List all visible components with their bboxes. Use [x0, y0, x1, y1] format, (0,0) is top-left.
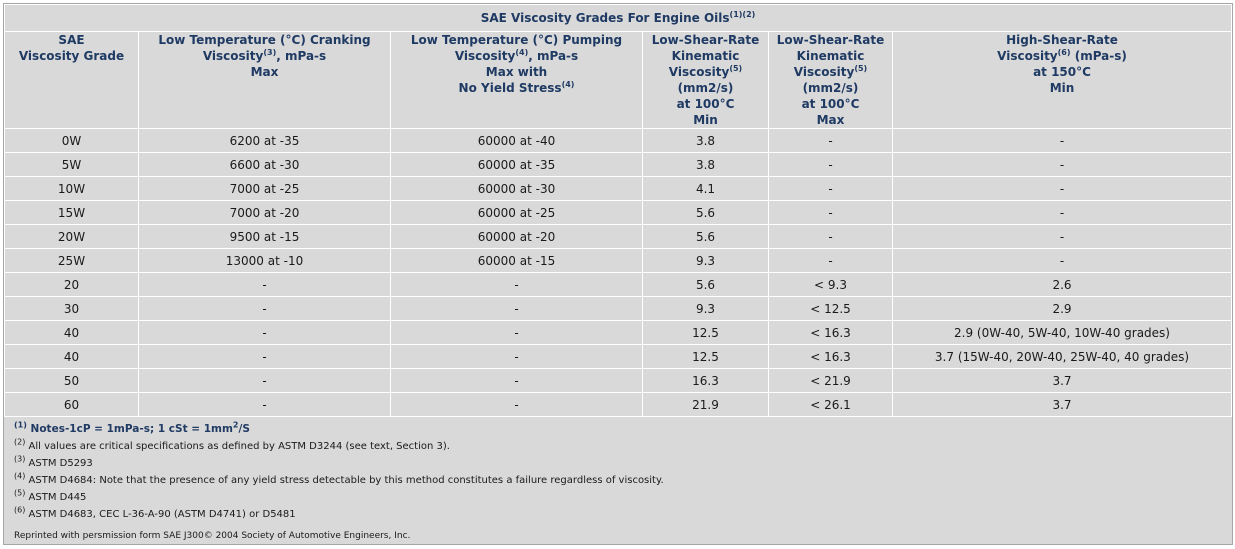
cell-grade: 40 — [5, 345, 139, 369]
cell-pumping: 60000 at -25 — [391, 201, 643, 225]
cell-cranking: - — [139, 369, 391, 393]
table-row — [5, 273, 1232, 297]
footnote-5: $^{(5)}$ ASTM D445 — [14, 488, 87, 503]
table-row — [5, 129, 1232, 153]
header-sae-grade: SAE Viscosity Grade — [5, 32, 139, 129]
table-title: SAE Viscosity Grades For Engine Oils$^{(1)(2)}$ — [5, 5, 1232, 32]
cell-grade: 10W — [5, 177, 139, 201]
cell-pumping: 60000 at -30 — [391, 177, 643, 201]
cell-hths: 2.9 — [893, 297, 1232, 321]
cell-cranking: - — [139, 321, 391, 345]
cell-kin-min: 5.6 — [643, 273, 769, 297]
table-row — [5, 153, 1232, 177]
cell-hths: - — [893, 177, 1232, 201]
cell-cranking: 7000 at -20 — [139, 201, 391, 225]
cell-kin-min: 3.8 — [643, 153, 769, 177]
cell-hths: - — [893, 225, 1232, 249]
cell-kin-max: - — [769, 153, 893, 177]
cell-kin-min: 4.1 — [643, 177, 769, 201]
cell-hths: 3.7 — [893, 369, 1232, 393]
cell-grade: 20W — [5, 225, 139, 249]
cell-cranking: - — [139, 345, 391, 369]
table-row — [5, 321, 1232, 345]
cell-kin-min: 21.9 — [643, 393, 769, 417]
cell-kin-min: 12.5 — [643, 321, 769, 345]
cell-kin-max: < 12.5 — [769, 297, 893, 321]
cell-pumping: - — [391, 393, 643, 417]
cell-pumping: 60000 at -40 — [391, 129, 643, 153]
header-cranking-viscosity: Low Temperature (°C) Cranking Viscosity$^{(3)}$, mPa-s Max — [139, 32, 391, 129]
cell-kin-min: 5.6 — [643, 225, 769, 249]
cell-pumping: - — [391, 273, 643, 297]
cell-grade: 0W — [5, 129, 139, 153]
cell-hths: - — [893, 201, 1232, 225]
cell-cranking: 6600 at -30 — [139, 153, 391, 177]
cell-kin-max: < 21.9 — [769, 369, 893, 393]
cell-hths: - — [893, 249, 1232, 273]
table-row — [5, 225, 1232, 249]
cell-grade: 40 — [5, 321, 139, 345]
header-kinematic-max: Low-Shear-Rate Kinematic Viscosity$^{(5)}$(mm2/s) at 100°C Max — [769, 32, 893, 129]
cell-cranking: 6200 at -35 — [139, 129, 391, 153]
cell-cranking: 13000 at -10 — [139, 249, 391, 273]
footnote-6: $^{(6)}$ ASTM D4683, CEC L-36-A-90 (ASTM D4741) or D5481 — [14, 505, 296, 520]
table-row — [5, 393, 1232, 417]
cell-hths: 2.9 (0W-40, 5W-40, 10W-40 grades) — [893, 321, 1232, 345]
table-row — [5, 297, 1232, 321]
cell-grade: 25W — [5, 249, 139, 273]
cell-kin-min: 5.6 — [643, 201, 769, 225]
cell-grade: 60 — [5, 393, 139, 417]
cell-kin-max: - — [769, 201, 893, 225]
viscosity-grades-table — [4, 4, 1232, 417]
table-row — [5, 369, 1232, 393]
cell-grade: 5W — [5, 153, 139, 177]
cell-hths: 2.6 — [893, 273, 1232, 297]
reprint-notice: Reprinted with persmission form SAE J300© 2004 Society of Automotive Engineers, Inc. — [14, 531, 411, 541]
cell-cranking: - — [139, 393, 391, 417]
footnote-4: $^{(4)}$ ASTM D4684: Note that the presence of any yield stress detectable by this method constitutes a failure regardless of viscosity. — [14, 471, 664, 486]
header-kinematic-min: Low-Shear-Rate Kinematic Viscosity$^{(5)}$(mm2/s) at 100°C Min — [643, 32, 769, 129]
footnote-3: $^{(3)}$ ASTM D5293 — [14, 454, 93, 469]
cell-cranking: 7000 at -25 — [139, 177, 391, 201]
cell-kin-max: - — [769, 177, 893, 201]
table-row — [5, 201, 1232, 225]
cell-hths: 3.7 — [893, 393, 1232, 417]
table-row — [5, 249, 1232, 273]
cell-pumping: 60000 at -15 — [391, 249, 643, 273]
cell-kin-max: < 16.3 — [769, 321, 893, 345]
cell-pumping: 60000 at -20 — [391, 225, 643, 249]
footnote-2: $^{(2)}$ All values are critical specifications as defined by ASTM D3244 (see text, Section 3). — [14, 437, 450, 452]
footnote-1: $^{(1)}$ Notes-1cP = 1mPa-s; 1 cSt = $1mm^2/S$ — [14, 420, 250, 435]
cell-pumping: - — [391, 321, 643, 345]
cell-cranking: - — [139, 273, 391, 297]
cell-kin-max: - — [769, 129, 893, 153]
header-pumping-viscosity: Low Temperature (°C) Pumping Viscosity$^{(4)}$, mPa-s Max with No Yield Stress$^{(4)}$ — [391, 32, 643, 129]
cell-kin-max: < 9.3 — [769, 273, 893, 297]
viscosity-table-panel — [3, 3, 1233, 545]
cell-cranking: - — [139, 297, 391, 321]
cell-kin-max: - — [769, 249, 893, 273]
cell-pumping: - — [391, 297, 643, 321]
cell-kin-min: 12.5 — [643, 345, 769, 369]
cell-kin-max: - — [769, 225, 893, 249]
cell-grade: 15W — [5, 201, 139, 225]
cell-grade: 20 — [5, 273, 139, 297]
cell-pumping: - — [391, 345, 643, 369]
table-row — [5, 177, 1232, 201]
cell-grade: 30 — [5, 297, 139, 321]
footnotes — [4, 417, 1232, 541]
cell-hths: 3.7 (15W-40, 20W-40, 25W-40, 40 grades) — [893, 345, 1232, 369]
cell-kin-max: < 16.3 — [769, 345, 893, 369]
cell-kin-min: 9.3 — [643, 297, 769, 321]
table-row — [5, 345, 1232, 369]
cell-cranking: 9500 at -15 — [139, 225, 391, 249]
cell-kin-min: 9.3 — [643, 249, 769, 273]
header-high-shear-viscosity: High-Shear-Rate Viscosity$^{(6)}$ (mPa-s) at 150°C Min — [893, 32, 1232, 129]
cell-grade: 50 — [5, 369, 139, 393]
cell-kin-min: 16.3 — [643, 369, 769, 393]
cell-hths: - — [893, 129, 1232, 153]
cell-pumping: - — [391, 369, 643, 393]
cell-kin-max: < 26.1 — [769, 393, 893, 417]
cell-hths: - — [893, 153, 1232, 177]
cell-pumping: 60000 at -35 — [391, 153, 643, 177]
cell-kin-min: 3.8 — [643, 129, 769, 153]
